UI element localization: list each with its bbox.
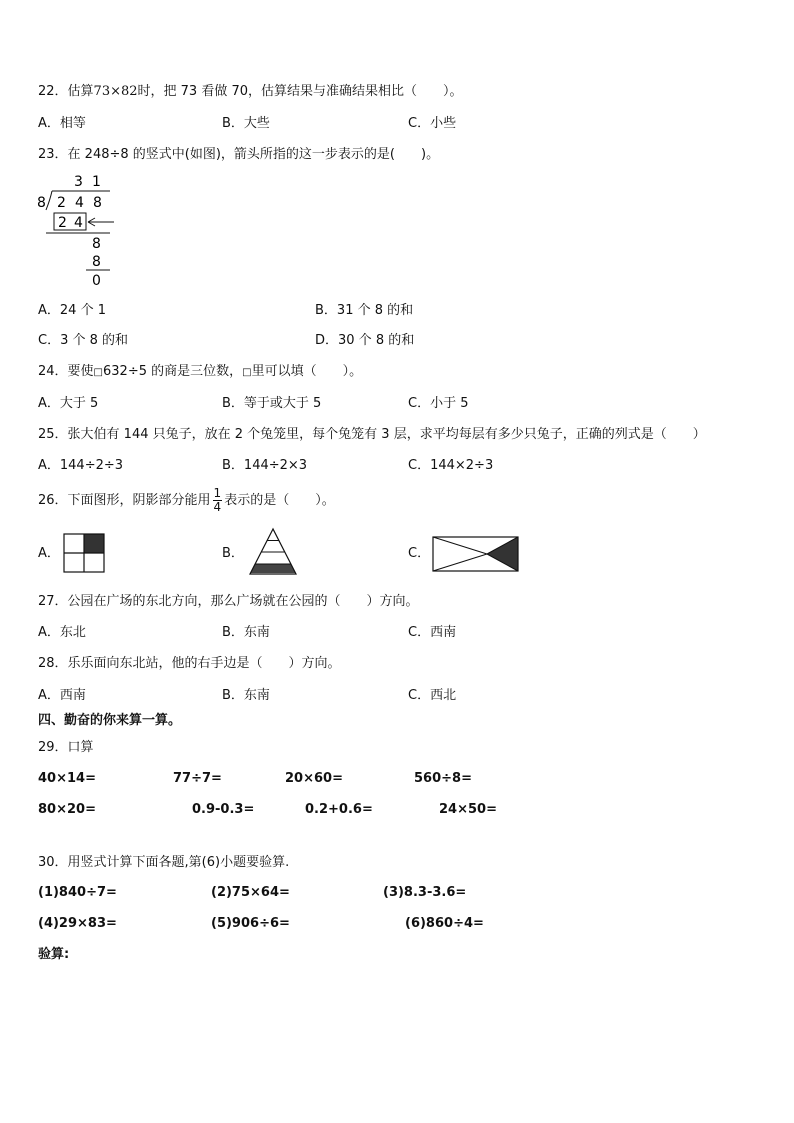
q27-stem: 27．公园在广场的东北方向，那么广场就在公园的（ ）方向。 <box>38 594 419 609</box>
q23-option-a[interactable]: A．24 个 1 <box>38 303 106 318</box>
q25-stem: 25．张大伯有 144 只兔子，放在 2 个兔笼里，每个兔笼有 3 层，求平均每层有多少只兔子，正确的列式是（ ） <box>38 427 706 442</box>
oral-calc-item: 560÷8= <box>414 771 472 786</box>
q24-prefix: 24．要使 <box>38 364 94 379</box>
division-step2: 8 <box>92 254 101 270</box>
oral-calc-item: 77÷7= <box>173 771 222 786</box>
q22-prefix: 22．估算 <box>38 84 94 99</box>
oral-calc-item: 0.2+0.6= <box>305 802 373 817</box>
division-dividend-digit: 4 <box>75 195 84 211</box>
q30-title: 30．用竖式计算下面各题,第(6)小题要验算. <box>38 855 290 870</box>
q23-option-c[interactable]: C．3 个 8 的和 <box>38 333 129 348</box>
check-label: 验算: <box>38 947 70 962</box>
q25-option-b[interactable]: B．144÷2×3 <box>222 458 308 473</box>
q27-option-a[interactable]: A．东北 <box>38 625 86 640</box>
oral-calc-item: 24×50= <box>439 802 497 817</box>
oral-calc-item: 20×60= <box>285 771 343 786</box>
oral-calc-item: 80×20= <box>38 802 96 817</box>
q22-option-b[interactable]: B．大些 <box>222 116 270 131</box>
blank-box-icon: □ <box>93 367 103 378</box>
fraction-numerator: 1 <box>213 486 222 500</box>
q24-option-b[interactable]: B．等于或大于 5 <box>222 396 322 411</box>
fraction <box>213 487 223 514</box>
division-step1-digit: 4 <box>74 215 83 231</box>
q26-rest: 表示的是（ ）。 <box>224 493 335 508</box>
vertical-calc-item: (3)8.3-3.6= <box>383 885 467 900</box>
q26-figure-a-grid[interactable] <box>63 533 105 573</box>
q26-prefix: 26．下面图形，阴影部分能用 <box>38 493 211 508</box>
division-bring-down: 8 <box>92 236 101 252</box>
q27-option-b[interactable]: B．东南 <box>222 625 270 640</box>
q22-option-a[interactable]: A．相等 <box>38 116 86 131</box>
q26-option-b[interactable]: B． <box>222 546 244 561</box>
q26-option-a[interactable]: A． <box>38 546 60 561</box>
fraction-denominator: 4 <box>213 500 222 514</box>
q27-option-c[interactable]: C．西南 <box>408 625 457 640</box>
q24-middle: 632÷5 的商是三位数， <box>103 364 243 379</box>
q28-option-a[interactable]: A．西南 <box>38 688 86 703</box>
q26-option-c[interactable]: C． <box>408 546 431 561</box>
division-dividend-digit: 8 <box>93 195 102 211</box>
q28-option-b[interactable]: B．东南 <box>222 688 270 703</box>
q22-option-c[interactable]: C．小些 <box>408 116 457 131</box>
q23-option-d[interactable]: D．30 个 8 的和 <box>315 333 415 348</box>
q24-rest: 里可以填（ ）。 <box>251 364 363 379</box>
q23-stem: 23．在 248÷8 的竖式中(如图)，箭头所指的这一步表示的是( )。 <box>38 147 440 162</box>
q25-option-a[interactable]: A．144÷2÷3 <box>38 458 124 473</box>
q28-stem: 28．乐乐面向东北站，他的右手边是（ ）方向。 <box>38 656 341 671</box>
division-remainder: 0 <box>92 273 101 289</box>
q23-long-division-figure <box>30 172 130 290</box>
vertical-calc-item: (1)840÷7= <box>38 885 117 900</box>
oral-calc-item: 0.9-0.3= <box>192 802 255 817</box>
q23-option-b[interactable]: B．31 个 8 的和 <box>315 303 414 318</box>
q25-option-c[interactable]: C．144×2÷3 <box>408 458 494 473</box>
section-heading: 四、勤奋的你来算一算。 <box>38 713 182 728</box>
q26-figure-c-rectangle[interactable] <box>432 536 520 572</box>
oral-calc-item: 40×14= <box>38 771 96 786</box>
division-step1-digit: 2 <box>58 215 67 231</box>
division-divisor: 8 <box>37 195 46 211</box>
division-quotient-digit: 3 <box>74 174 83 190</box>
q24-stem <box>38 364 362 381</box>
vertical-calc-item: (4)29×83= <box>38 916 117 931</box>
q29-title: 29．口算 <box>38 740 94 755</box>
q28-option-c[interactable]: C．西北 <box>408 688 457 703</box>
division-bracket <box>46 191 52 210</box>
vertical-calc-item: (2)75×64= <box>211 885 290 900</box>
q24-option-c[interactable]: C．小于 5 <box>408 396 469 411</box>
q22-stem <box>38 84 463 100</box>
division-quotient-digit: 1 <box>92 174 101 190</box>
q24-option-a[interactable]: A．大于 5 <box>38 396 99 411</box>
q22-rest: 时，把 73 看做 70，估算结果与准确结果相比（ ）。 <box>137 84 463 99</box>
q26-stem <box>38 486 335 516</box>
division-dividend-digit: 2 <box>57 195 66 211</box>
q22-expression: 73×82 <box>93 84 138 99</box>
vertical-calc-item: (5)906÷6= <box>211 916 290 931</box>
q26-figure-b-triangle[interactable] <box>245 527 301 575</box>
vertical-calc-item: (6)860÷4= <box>405 916 484 931</box>
blank-box-icon: □ <box>242 367 252 378</box>
